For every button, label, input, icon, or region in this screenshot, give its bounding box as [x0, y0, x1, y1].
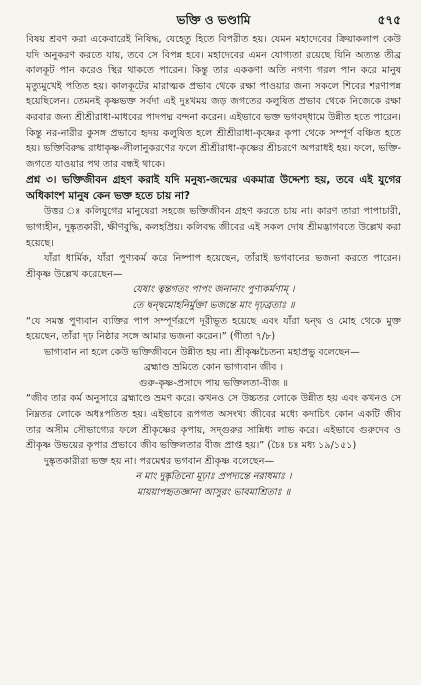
- paragraph-7: দুষ্কৃতকারীরা ভক্ত হয় না। পরমেশ্বর ভগবান শ্রীকৃষ্ণ বলেছেন—: [44, 455, 275, 467]
- verse-2-line-1: ব্রহ্মাণ্ড ভ্রমিতে কোন ভাগ্যবান জীব ।: [143, 362, 284, 374]
- paragraph-answer: উত্তর ঃ কলিযুগের মানুষেরা সহজে ভক্তিজীবন গ্রহণ করতে চায় না। কারণ তারা পাপাচারী, ভাগ্যহীন, দুষ্কৃতকারী, ক্ষীণবুদ্ধি, কলহপ্রিয়। কলিবদ্ধ জীবের এই সকল দোষ শ্রীমদ্ভাগবতে উল্লেখ করা হয়েছে।: [26, 206, 401, 249]
- verse-2-line-2: গুরু-কৃষ্ণ-প্রসাদে পায় ভক্তিলতা-বীজ ॥: [138, 377, 288, 389]
- paragraph-translation-2: “জীব তার কর্ম অনুসারে ব্রহ্মাণ্ডে ভ্রমণ করে। কখনও সে উচ্চতর লোকে উন্নীত হয় এবং কখনও সে নিম্নতর লোকে অধঃপতিত হয়। এইভাবে রূপগত অসংখ্য জীবের মধ্যে কদাচিৎ কোন একটি জীব তার অসীম সৌভাগ্যের ফলে শ্রীকৃষ্ণের কৃপায়, সদ্গুরুর সান্নিধ্য লাভ করে। এইভাবে গুরুদেব ও শ্রীকৃষ্ণ উভয়ের কৃপার প্রভাবে জীব ভক্তিলতার বীজ প্রাপ্ত হয়।” (চৈঃ চঃ মধ্য ১৯/১৫১): [26, 393, 401, 452]
- paragraph-3: যাঁরা ধার্মিক, যাঁরা পুণ্যকর্ম করে নিষ্পাপ হয়েছেন, তাঁরাই ভগবানের ভজনা করতে পারেন। শ্রীকৃষ্ণ উল্লেখ করেছেন—: [26, 253, 402, 280]
- page-header: [26, 10, 401, 32]
- verse-1-line-2: তে দ্বন্দ্বমোহনির্মুক্তা ভজন্তে মাং দৃঢ়ব্রতাঃ ॥: [132, 299, 295, 311]
- page-number: ৫৭৫: [377, 13, 401, 27]
- verse-3-line-1: ন মাং দুষ্কৃতিনো মূঢ়াঃ প্রপদ্যন্তে নরাধমাঃ ।: [135, 471, 292, 483]
- paragraph-5: ভাগ্যবান না হলে কেউ ভক্তিজীবনে উন্নীত হয় না। শ্রীকৃষ্ণচৈতন্য মহাপ্রভু বলেছেন—: [44, 346, 360, 358]
- paragraph-1: বিষয় শ্রবণ করা একেবারেই নিষিদ্ধ, যেহেতু হিতে বিপরীত হয়। যেমন মহাদেবের ক্রিয়াকলাপ কেউ যদি অনুকরণ করতে যায়, তবে সে বিপন্ন হবে। মহাদেবের এমন যোগ্যতা রয়েছে যিনি অত্যন্ত তীব্র কালকূট পান করেও স্থির থাকতে পারেন। কিন্তু তার এককণা অতি নগণ্য গরল পান করে মানুষ মৃত্যুমুখেই পতিত হয়। কালকূটের মারাত্মক প্রভাব থেকে রক্ষা পাওয়ার জন্য সকলে শিবের শরণাপন্ন হয়েছিলেন। তেমনই কৃষ্ণভক্ত সর্বদা এই দুঃখময় জড় জগতের কলুষিত প্রভাব থেকে নিজেকে রক্ষা করবার জন্য শ্রীশ্রীরাধা-মাধবের পাদপদ্ম বন্দনা করেন। এইভাবে ভক্ত ভগবদ্‌ধামে উন্নীত হতে পারেন। কিন্তু নর-নারীর কুসঙ্গ প্রভাবে হৃদয় কলুষিত হলে শ্রীশ্রীরাধা-কৃষ্ণের কৃপা থেকে সম্পূর্ণ বঞ্চিত হতে হয়। ভক্তিবিরুদ্ধ রাধাকৃষ্ণ-লীলানুকরণের ফলে শ্রীশ্রীরাধা-কৃষ্ণের শ্রীচরণে অপরাধই হয়। ফলে, ভক্তি-জগতে যাওয়ার পথ তার বন্ধই থাকে।: [26, 34, 401, 170]
- verse-1-line-1: যেষাং ত্বন্তগতং পাপং জনানাং পুণ্যকর্মণাম্ ।: [132, 284, 295, 296]
- question-heading: প্রশ্ন ৩। ভক্তিজীবন গ্রহণ করাই যদি মনুষ্য-জন্মের একমাত্র উদ্দেশ্য হয়, তবে এই যুগের অধিকাংশ মানুষ কেন ভক্ত হতে চায় না?: [26, 174, 401, 203]
- page-body: [26, 32, 401, 501]
- verse-3-line-2: মায়য়াপহৃতজ্ঞানা আসুরং ভাবমাশ্রিতাঃ ॥: [136, 487, 291, 499]
- page-title: ভক্তি ও ভণ্ডামি: [176, 13, 251, 27]
- paragraph-translation-1: “যে সমস্ত পুণ্যবান ব্যক্তির পাপ সম্পূর্ণরূপে দূরীভূত হয়েছে এবং যাঁরা দ্বন্দ্ব ও মোহ থেকে মুক্ত হয়েছেন, তাঁরা দৃঢ় নিষ্ঠার সঙ্গে আমার ভজনা করেন।” (গীতা ৭/৮): [26, 315, 401, 343]
